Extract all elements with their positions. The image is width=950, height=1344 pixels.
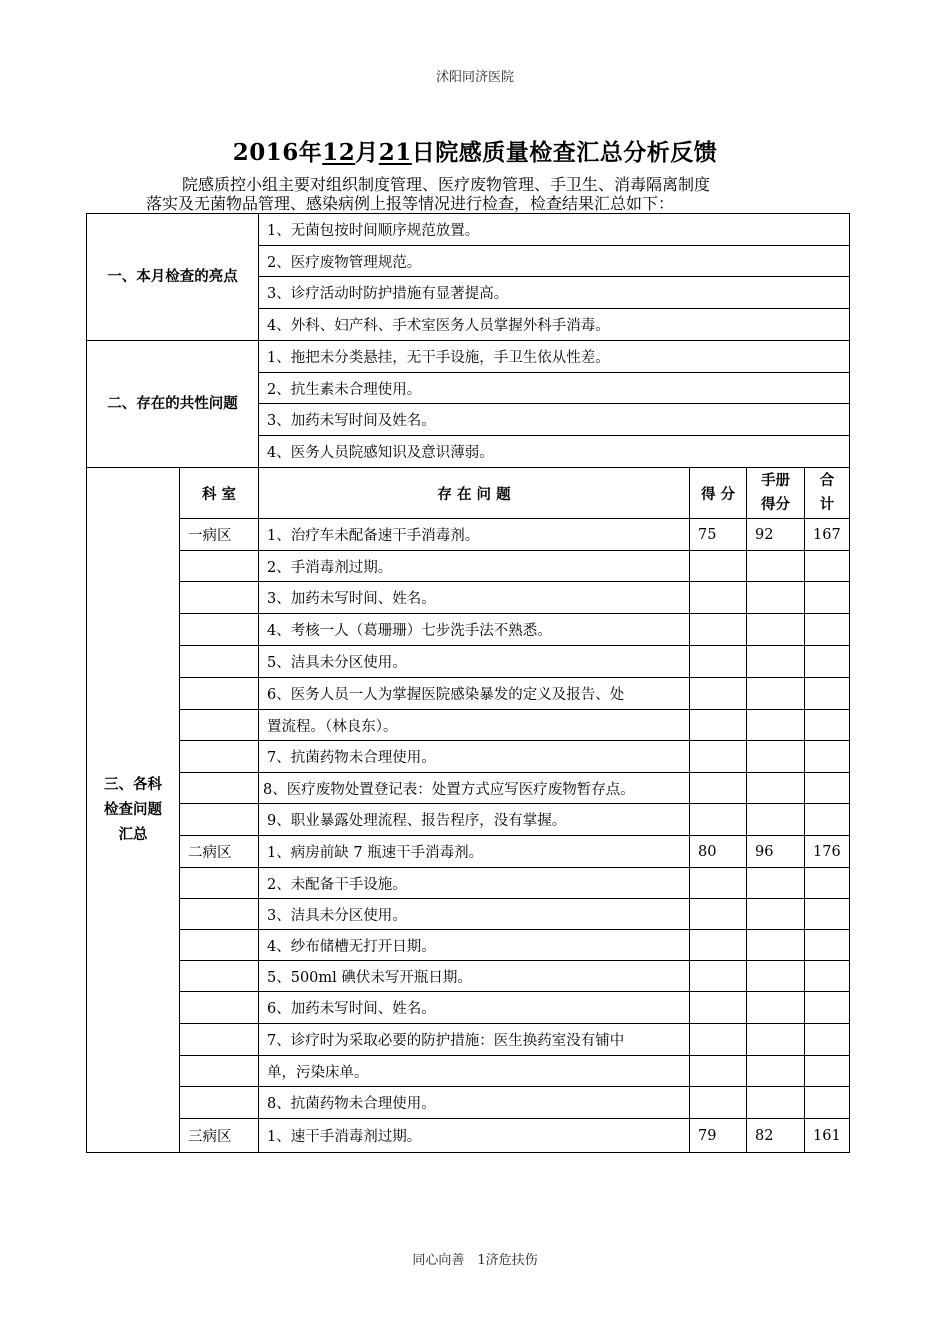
ward-name: 二病区	[180, 836, 259, 868]
page-footer: 同心向善 1济危扶伤	[412, 1253, 538, 1268]
table-row	[87, 582, 850, 614]
table-row	[87, 1087, 850, 1119]
page-header: 沭阳同济医院	[435, 70, 514, 85]
title-year: 2016	[232, 139, 299, 166]
problem-cell: 5、洁具未分区使用。	[259, 646, 690, 678]
problem-cell: 8、抗菌药物未合理使用。	[259, 1087, 690, 1119]
problem-cell: 2、未配备干手设施。	[259, 868, 690, 899]
problem-cell: 置流程。（林良东）。	[259, 710, 690, 741]
problem-cell: 8、医疗废物处置登记表：处置方式应写医疗废物暂存点。	[259, 773, 690, 804]
table-row	[87, 1024, 850, 1056]
problem-cell: 2、手消毒剂过期。	[259, 551, 690, 582]
problem-cell: 1、病房前缺 7 瓶速干手消毒剂。	[259, 836, 690, 868]
ward-name: 一病区	[180, 519, 259, 551]
problem-cell: 1、治疗车未配备速干手消毒剂。	[259, 519, 690, 551]
problem-cell: 4、纱布储槽无打开日期。	[259, 930, 690, 961]
total-cell: 167	[805, 519, 850, 551]
manual-score-cell: 96	[747, 836, 805, 868]
problem-cell: 3、洁具未分区使用。	[259, 899, 690, 930]
table-row	[87, 804, 850, 836]
header-total: 合 计	[805, 468, 850, 519]
table-row	[87, 710, 850, 741]
table-row	[87, 930, 850, 961]
header-score: 得 分	[690, 468, 747, 519]
highlight-row	[87, 214, 850, 246]
total-cell: 161	[805, 1119, 850, 1153]
table-row	[87, 678, 850, 710]
issue-item: 1、拖把未分类悬挂，无干手设施，手卫生依从性差。	[259, 341, 850, 373]
table-row	[87, 1119, 850, 1153]
problem-cell: 1、速干手消毒剂过期。	[259, 1119, 690, 1153]
problem-cell: 9、职业暴露处理流程、报告程序，没有掌握。	[259, 804, 690, 836]
header-dept: 科 室	[180, 468, 259, 519]
table-row	[87, 1056, 850, 1087]
inspection-table	[86, 213, 850, 1153]
problem-cell: 6、加药未写时间、姓名。	[259, 992, 690, 1024]
issue-row	[87, 341, 850, 373]
issue-item: 2、抗生素未合理使用。	[259, 373, 850, 404]
score-cell: 75	[690, 519, 747, 551]
table-row	[87, 519, 850, 551]
problem-cell: 7、诊疗时为采取必要的防护措施：医生换药室没有铺中	[259, 1024, 690, 1056]
section-issues-label: 二、存在的共性问题	[87, 341, 259, 468]
table-row	[87, 773, 850, 804]
score-cell: 79	[690, 1119, 747, 1153]
table-row	[87, 868, 850, 899]
score-cell: 80	[690, 836, 747, 868]
summary-header-row	[87, 468, 850, 519]
table-row	[87, 992, 850, 1024]
table-row	[87, 961, 850, 992]
issue-item: 3、加药未写时间及姓名。	[259, 404, 850, 436]
page-title: 2016年12月21日院感质量检查汇总分析反馈	[232, 139, 718, 166]
highlight-item: 2、医疗废物管理规范。	[259, 246, 850, 277]
title-month: 12	[322, 139, 356, 166]
issue-item: 4、医务人员院感知识及意识薄弱。	[259, 436, 850, 468]
table-row	[87, 741, 850, 773]
section-summary-label: 三、各科 检查问题 汇总	[87, 468, 180, 1153]
problem-cell: 单，污染床单。	[259, 1056, 690, 1087]
ward-name: 三病区	[180, 1119, 259, 1153]
highlight-item: 3、诊疗活动时防护措施有显著提高。	[259, 277, 850, 309]
manual-score-cell: 92	[747, 519, 805, 551]
problem-cell: 5、500ml 碘伏未写开瓶日期。	[259, 961, 690, 992]
problem-cell: 7、抗菌药物未合理使用。	[259, 741, 690, 773]
table-row	[87, 646, 850, 678]
highlight-item: 1、无菌包按时间顺序规范放置。	[259, 214, 850, 246]
title-day: 21	[378, 139, 412, 166]
table-row	[87, 899, 850, 930]
highlight-item: 4、外科、妇产科、手术室医务人员掌握外科手消毒。	[259, 309, 850, 341]
problem-cell: 6、医务人员一人为掌握医院感染暴发的定义及报告、处	[259, 678, 690, 710]
section-highlights-label: 一、本月检查的亮点	[87, 214, 259, 341]
header-manual-score: 手册 得分	[747, 468, 805, 519]
intro-line-2: 落实及无菌物品管理、感染病例上报等情况进行检查，检查结果汇总如下：	[146, 194, 675, 213]
header-problem: 存 在 问 题	[259, 468, 690, 519]
manual-score-cell: 82	[747, 1119, 805, 1153]
problem-cell: 4、考核一人（葛珊珊）七步洗手法不熟悉。	[259, 614, 690, 646]
table-row	[87, 836, 850, 868]
table-row	[87, 551, 850, 582]
problem-cell: 3、加药未写时间、姓名。	[259, 582, 690, 614]
total-cell: 176	[805, 836, 850, 868]
table-row	[87, 614, 850, 646]
intro-line-1: 院感质控小组主要对组织制度管理、医疗废物管理、手卫生、消毒隔离制度	[182, 175, 711, 194]
